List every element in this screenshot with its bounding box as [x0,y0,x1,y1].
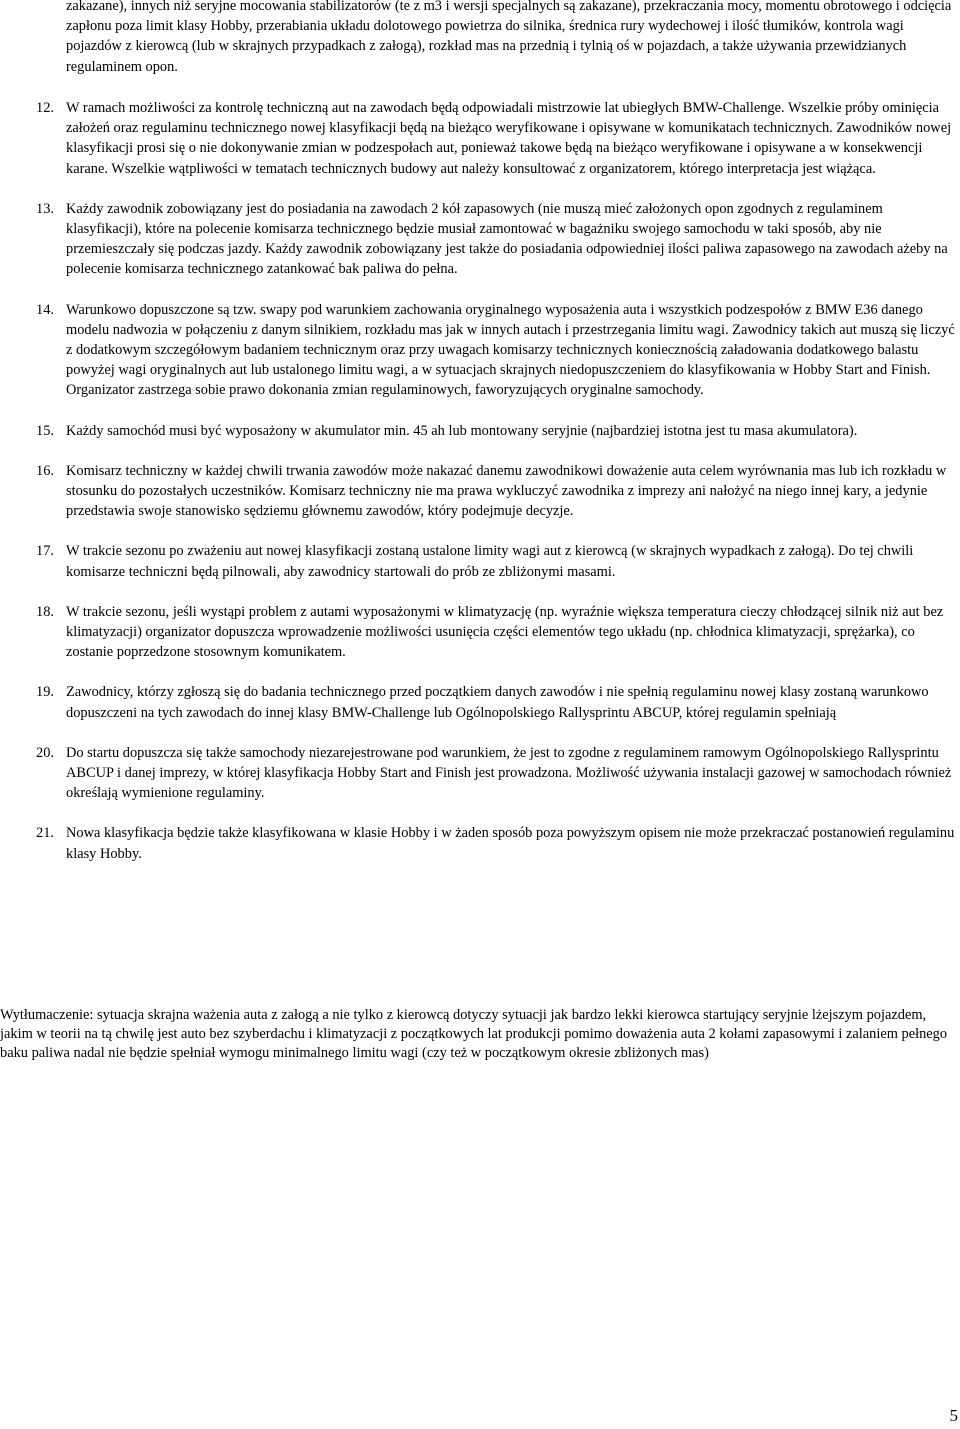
list-item [0,98,960,179]
item-number: 13. [36,200,54,217]
list-item [0,300,960,401]
item-number: 21. [36,825,54,842]
item-number: 17. [36,543,54,560]
rules-list [0,98,960,884]
item-text: W trakcie sezonu po zważeniu aut nowej klasyfikacji zostaną ustalone limity wagi aut z kierowcą (w skrajnych wypadkach z załogą). Do tej chwili komisarze techniczni będą pilnowali, aby zawodnicy startowali do prób ze zbliżonymi masami. [66,543,914,580]
list-item [0,682,960,722]
list-item [0,461,960,522]
list-item [0,743,960,804]
item-text: Do startu dopuszcza się także samochody niezarejestrowane pod warunkiem, że jest to zgodne z regulaminem ramowym Ogólnopolskiego Rallysprintu ABCUP i danej imprezy, w której klasyfikacja Hobby Start and Finish jest prowadzona. Możliwość używania instalacji gazowej w samochodach również określają wymienione regulaminy. [66,744,952,802]
item-number: 19. [36,684,54,701]
item-number: 15. [36,422,54,439]
item-number: 20. [36,744,54,761]
item-number: 16. [36,462,54,479]
item-number: 14. [36,301,54,318]
item-text: Każdy zawodnik zobowiązany jest do posiadania na zawodach 2 kół zapasowych (nie muszą mieć założonych opon zgodnych z regulaminem klasyfikacji), które na polecenie komisarza technicznego będzie musiał zamontować w bagażniku swojego samochodu w taki sposób, aby nie przemieszczały się podczas jazdy. Każdy zawodnik zobowiązany jest także do posiadania odpowiedniej ilości paliwa zapasowego na zawodach ażeby na polecenie komisarza technicznego zatankować bak paliwa do pełna. [66,200,948,278]
item-text: Komisarz techniczny w każdej chwili trwania zawodów może nakazać danemu zawodnikowi doważenie auta celem wyrównania mas lub ich rozkładu w stosunku do pozostałych uczestników. Komisarz techniczny nie ma prawa wykluczyć zawodnika z imprezy ani nałożyć na niego innej kary, a jedynie przedstawia swoje stanowisko sędziemu głównemu zawodów, który podejmuje decyzje. [66,462,947,520]
list-item [0,421,960,441]
page-number: 5 [949,1406,958,1425]
list-item [0,199,960,280]
item-text: W ramach możliwości za kontrolę techniczną aut na zawodach będą odpowiadali mistrzowie lat ubiegłych BMW-Challenge. Wszelkie próby ominięcia założeń oraz regulaminu technicznego nowej klasyfikacji będą na bieżąco weryfikowane i opisywane w komunikatach technicznych. Zawodników nowej klasyfikacji prosi się o nie dokonywanie zmian w podzespołach aut, ponieważ takowe będą na bieżąco weryfikowane i opisywane a w konsekwencji karane. Wszelkie wątpliwości w tematach technicznych budowy aut należy konsultować z organizatorem, którego interpretacja jest wiążąca. [66,100,952,177]
item-number: 18. [36,603,54,620]
list-item [0,602,960,663]
item-text: Nowa klasyfikacja będzie także klasyfikowana w klasie Hobby i w żaden sposób poza powyższym opisem nie może przekraczać postanowień regulaminu klasy Hobby. [66,825,955,862]
item-text: Warunkowo dopuszczone są tzw. swapy pod warunkiem zachowania oryginalnego wyposażenia auta i wszystkich podzespołów z BMW E36 danego modelu nadwozia w połączeniu z danym silnikiem, rozkładu mas jak w innych autach i przestrzegania limitu wagi. Zawodnicy takich aut muszą się liczyć z dodatkowym szczegółowym badaniem technicznym oraz przy uwagach komisarzy technicznych koniecznością załadowania dodatkowego balastu powyżej wagi oryginalnych aut lub ustalonego limitu wagi, a w sytuacjach skrajnych niedopuszczeniem do klasyfikowania w Hobby Start and Finish. Organizator zastrzega sobie prawo dokonania zmian regulaminowych, faworyzujących oryginalne samochody. [66,301,955,399]
continued-paragraph: zakazane), innych niż seryjne mocowania stabilizatorów (te z m3 i wersji specjalnych są zakazane), przekraczania mocy, momentu obrotowego i odcięcia zapłonu poza limit klasy Hobby, przerabiania układu dolotowego powietrza do silnika, średnica rury wydechowej i ilość tłumików, kontrola wagi pojazdów z kierowcą (lub w skrajnych przypadkach z załogą), rozkład mas na przednią i tylnią oś w pojazdach, a także używania przewidzianych regulaminem opon. [66,0,952,75]
explanation-note: Wytłumaczenie: sytuacja skrajna ważenia auta z załogą a nie tylko z kierowcą dotyczy sytuacji jak bardzo lekki kierowca startujący seryjnie lżejszym pojazdem, jakim w teorii na tą chwilę jest auto bez szyberdachu i klimatyzacji z początkowych lat produkcji pomimo doważenia auta 2 kołami zapasowymi i zalaniem pełnego baku paliwa nadal nie będzie spełniał wymogu minimalnego limitu wagi (czy też w początkowym okresie zbliżonych mas) [0,1007,948,1061]
list-item [0,541,960,581]
item-text: W trakcie sezonu, jeśli wystąpi problem z autami wyposażonymi w klimatyzację (np. wyraźnie większa temperatura cieczy chłodzącej silnik niż aut bez klimatyzacji) organizator dopuszcza wprowadzenie możliwości usunięcia części elementów tego układu (np. chłodnica klimatyzacji, sprężarka), co zostanie poprzedzone stosownym komunikatem. [66,603,944,661]
list-item [0,823,960,863]
item-number: 12. [36,100,54,116]
item-text: Zawodnicy, którzy zgłoszą się do badania technicznego przed początkiem danych zawodów i nie spełnią regulaminu nowej klasy zostaną warunkowo dopuszczeni na tych zawodach do innej klasy BMW-Challenge lub Ogólnopolskiego Rallysprintu ABCUP, której regulamin spełniają [66,684,929,721]
item-text: Każdy samochód musi być wyposażony w akumulator min. 45 ah lub montowany seryjnie (najbardziej istotna jest tu masa akumulatora). [66,422,858,439]
